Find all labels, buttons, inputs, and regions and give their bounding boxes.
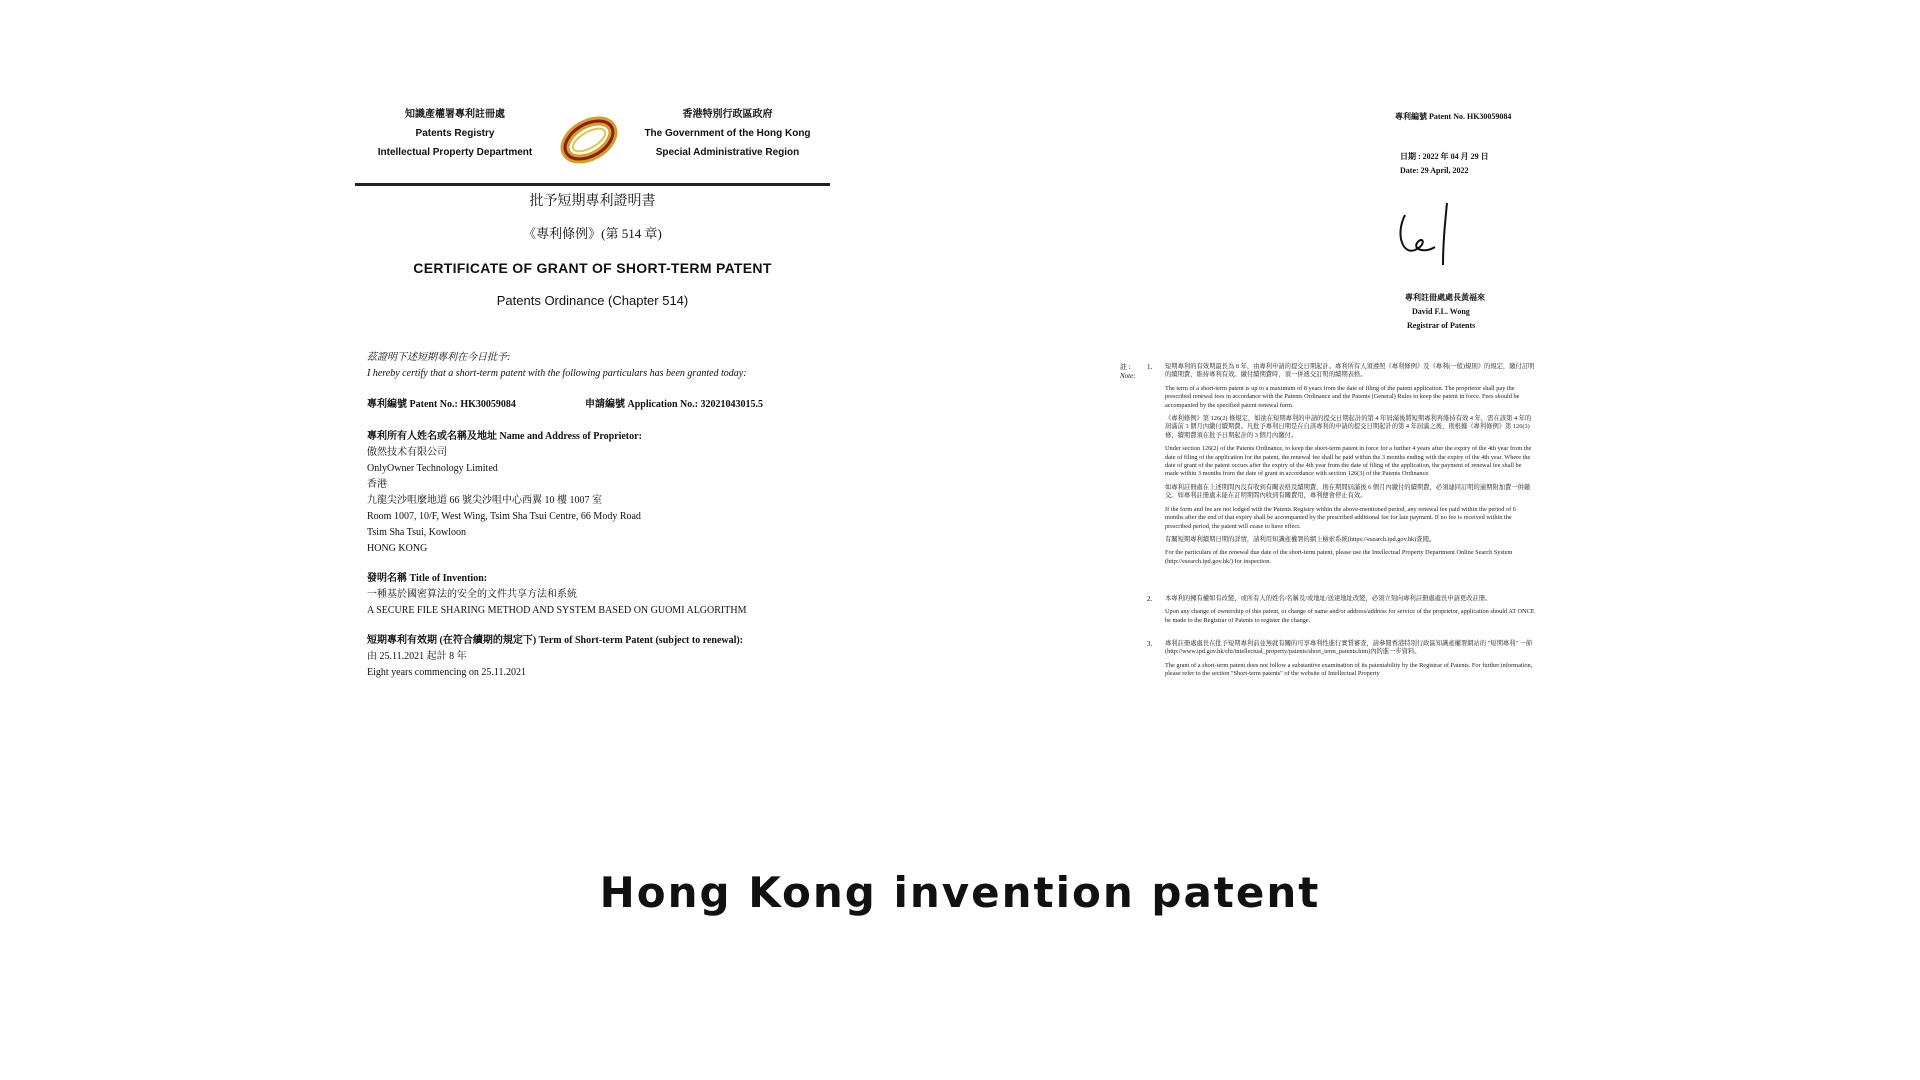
note-number: 3.: [1147, 640, 1153, 648]
term-heading: 短期專利有效期 (在符合續期的規定下) Term of Short-term Patent (subject to renewal):: [367, 635, 744, 646]
proprietor-heading: 專利所有人姓名或名稱及地址 Name and Address of Proprietor:: [367, 431, 642, 442]
proprietor-line: HONG KONG: [367, 543, 428, 554]
certify-statement-zh: 茲證明下述短期專利在今日批予:: [367, 352, 511, 363]
note-paragraph: 《專利條例》第 126(2) 條規定，如欲在短期專利的申請的提交日期起計的第 4 年屆滿後將短期專利再維持有效 4 年，需在該第 4 年的屆滿前 3 個月內繳付續期費。凡批予專利日期是在自該專利的申請的提交日期起計的第 4 年屆滿之後，則根據《專利條例》第 126(3) 條，續期費須在批予日期起計的 3 個月內繳付。: [1165, 415, 1532, 439]
invention-title-zh: 一種基於國密算法的安全的文件共享方法和系統: [367, 589, 577, 600]
ordinance-en: Patents Ordinance (Chapter 514): [496, 293, 689, 308]
note-paragraph: 專利註冊處處長在批予短期專利前並無就有關的可享專利性進行實質審查，請參閱香港特別行政區知識產權署網站的 "短期專利" 一節(http://www.ipd.gov.hk/chi/intellectual_property/patents/short_term_patents.htm)內的進一步資料。: [1165, 640, 1533, 656]
certify-statement-en: I hereby certify that a short-term patent with the following particulars has been granted today:: [367, 368, 747, 379]
ipd-ring-logo-icon: [558, 109, 620, 171]
registrar-title: Registrar of Patents: [1407, 321, 1476, 330]
header-government: [625, 105, 830, 162]
proprietor-line: 傲然技术有限公司: [367, 447, 447, 458]
right-patent-number: 專利編號 Patent No. HK30059084: [1395, 112, 1512, 121]
note-paragraph: For the particulars of the renewal due date of the short-term patent, please use the Intellectual Property Department Online Search System (http://esearch.ipd.gov.hk/) for inspection.: [1165, 549, 1513, 565]
page-caption: Hong Kong invention patent: [599, 868, 1321, 917]
header-line: Patents Registry: [415, 128, 495, 139]
note-label-en: Note:: [1120, 372, 1136, 380]
note-number: 1.: [1147, 363, 1153, 371]
notes-page: [1115, 95, 1535, 705]
header-registry: [355, 105, 555, 162]
note-paragraph: 有關短期專利續期日期的詳情，請利用知識產權署的網上檢索系統(https://esearch.ipd.gov.hk)查閱。: [1165, 535, 1436, 543]
proprietor-line: Tsim Sha Tsui, Kowloon: [367, 527, 466, 538]
note-number: 2.: [1147, 595, 1153, 603]
note-paragraph: Under section 126(2) of the Patents Ordinance, to keep the short-term patent in force for a further 4 years after the expiry of the 4th year from the date of filing of the application for the patent, the renewal fee shall be paid within the 3 months ending with the expiry of the 4th year. Where the date of grant of the patent occurs after the expiry of the 4th year from the date of filing of the application, the payment of renewal fee shall be made within 3 months from the date of grant in accordance with section 126(3) of the Patents Ordinance.: [1165, 445, 1532, 478]
header-line: The Government of the Hong Kong: [644, 128, 811, 139]
proprietor-line: OnlyOwner Technology Limited: [367, 463, 498, 474]
header-line: 知識產權署專利註冊處: [405, 109, 505, 120]
note-paragraph: 如專利註冊處在上述期間內沒有收到有關表格及續期費，則在期間屆滿後 6 個月內繳付的續期費，必須連同訂明的逾期附加費一併繳交。如專利註冊處未能在訂明期間內收到有關費用，專利便會停止有效。: [1165, 483, 1531, 500]
certificate-page: [355, 95, 830, 695]
header-line: Intellectual Property Department: [377, 147, 533, 158]
note-label-zh: 註 :: [1120, 363, 1131, 371]
term-zh: 由 25.11.2021 起計 8 年: [367, 651, 467, 662]
note-paragraph: 短期專利的有效期最長為 8 年，由專利申請的提交日期起計。專利所有人須遵照《專利條例》及《專利(一般)規則》的規定，繳付訂明的續期費，維持專利有效。繳付續期費時，須一併遞交訂明的續期表格。: [1165, 363, 1535, 379]
registrar-name-zh: 專利註冊處處長黃福來: [1405, 293, 1485, 302]
note-paragraph: Upon any change of ownership of this patent, or change of name and/or address/address for service of the proprietor, application should AT ONCE be made to the Registrar of Patents to register the change.: [1165, 608, 1535, 624]
note-paragraph: 本專利的擁有權如有改變，或所有人的姓名/名稱及/或地址/送達地址改變，必須立刻向專利註冊處處長申請更改註冊。: [1165, 595, 1492, 602]
note-paragraph: If the form and fee are not lodged with the Patents Registry within the above-mentioned period, any renewal fee paid within the period of 6 months after the end of that expiry shall be accompanied by the prescribed additional fee for late payment. If no fee is received within the prescribed period, the patent will cease to have effect.: [1165, 505, 1516, 530]
registrar-signature-icon: [1385, 195, 1475, 270]
term-en: Eight years commencing on 25.11.2021: [367, 667, 527, 678]
certificate-title-zh: 批予短期專利證明書: [529, 194, 656, 209]
note-item: [1165, 363, 1535, 571]
ordinance-zh: 《專利條例》(第 514 章): [523, 226, 662, 241]
application-number: 申請編號 Application No.: 32021043015.5: [585, 399, 764, 410]
date-zh: 日期 : 2022 年 04 月 29 日: [1400, 152, 1489, 161]
header-line: 香港特別行政區政府: [682, 109, 773, 120]
proprietor-line: Room 1007, 10/F, West Wing, Tsim Sha Tsui Centre, 66 Mody Road: [367, 511, 641, 522]
patent-number: 專利編號 Patent No.: HK30059084: [367, 399, 516, 410]
invention-title-en: A SECURE FILE SHARING METHOD AND SYSTEM BASED ON GUOMI ALGORITHM: [367, 605, 747, 616]
header-divider: [355, 183, 830, 186]
proprietor-line: 香港: [367, 479, 387, 490]
note-item: [1165, 640, 1535, 684]
certificate-title-en: CERTIFICATE OF GRANT OF SHORT-TERM PATENT: [413, 260, 772, 276]
proprietor-line: 九龍尖沙咀麼地道 66 號尖沙咀中心西翼 10 樓 1007 室: [367, 495, 602, 506]
note-item: [1165, 595, 1535, 630]
registrar-name-en: David F.L. Wong: [1412, 307, 1470, 316]
header-line: Special Administrative Region: [655, 147, 800, 158]
note-paragraph: The grant of a short-term patent does not follow a substantive examination of its patentability by the Registrar of Patents. For further information, please refer to the section "Short-term patents" of the website of Intellectual Property: [1165, 661, 1533, 678]
invention-heading: 發明名稱 Title of Invention:: [367, 573, 488, 584]
note-paragraph: The term of a short-term patent is up to a maximum of 8 years from the date of filing of the patent application. The proprietor shall pay the prescribed renewal fees in accordance with the Patents Ordinance and the Patents (General) Rules to keep the patent in force. Fees should be accompanied by the specified patent renewal form.: [1165, 384, 1520, 409]
date-en: Date: 29 April, 2022: [1400, 166, 1469, 175]
